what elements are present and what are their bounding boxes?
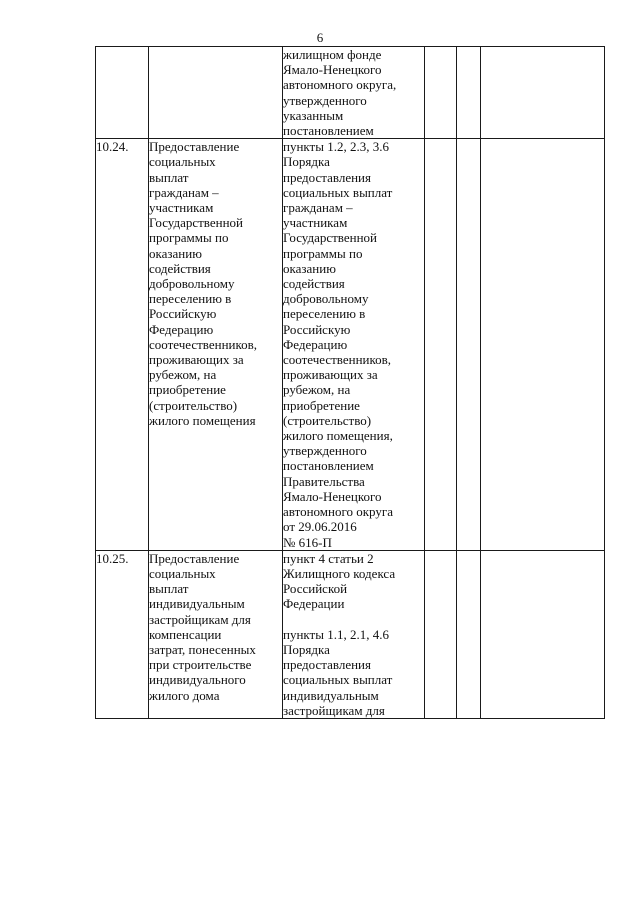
legal-basis-line: Государственной [283, 230, 378, 246]
empty-cell-a [425, 139, 457, 550]
empty-cell-c [481, 139, 605, 550]
legal-basis-line: Порядка [283, 641, 330, 657]
service-name-line: гражданам – [149, 184, 219, 200]
service-name-line: Предоставление [149, 550, 240, 566]
service-name-line: индивидуального [149, 672, 246, 688]
legal-basis-line: постановлением [283, 458, 374, 474]
legal-basis-line: пункты 1.1, 2.1, 4.6 [283, 626, 389, 642]
legal-basis-line: жилого помещения, [283, 428, 393, 444]
legal-basis-line: автономного округа, [283, 77, 397, 93]
legal-basis-line: Российскую [283, 321, 351, 337]
service-name-line: жилого дома [149, 687, 220, 703]
service-name-line: жилого помещения [149, 412, 256, 428]
service-name-cell [149, 550, 283, 718]
legal-basis-line: жилищном фонде [283, 47, 382, 62]
legal-basis-line: утвержденного [283, 92, 367, 108]
legal-basis-line: переселению в [283, 306, 366, 322]
service-name-line: при строительстве [149, 657, 252, 673]
service-name-line: рубежом, на [149, 367, 217, 383]
service-name-line: переселению в [149, 291, 232, 307]
legal-basis-line [283, 612, 424, 627]
empty-cell-b [457, 550, 481, 718]
service-name-line: содействия [149, 260, 211, 276]
legal-basis-line: соотечественников, [283, 352, 392, 368]
legal-basis-line: (строительство) [283, 412, 372, 428]
service-name-line: выплат [149, 581, 189, 597]
item-number: 10.24. [96, 139, 129, 155]
legal-basis-line: гражданам – [283, 200, 353, 216]
legal-basis-line: Ямало-Ненецкого [283, 488, 382, 504]
legal-basis-line: застройщикам для [283, 702, 385, 718]
service-name-line: компенсации [149, 626, 222, 642]
service-name-line: застройщикам для [149, 611, 251, 627]
service-name-line: приобретение [149, 382, 226, 398]
service-name-line: Российскую [149, 306, 217, 322]
service-name-line: участникам [149, 200, 214, 216]
legal-basis-line: утвержденного [283, 443, 367, 459]
legal-basis-line: участникам [283, 215, 348, 231]
legal-basis-line: автономного округа [283, 504, 393, 520]
service-name-line: проживающих за [149, 352, 244, 368]
legal-basis-line: Ямало-Ненецкого [283, 62, 382, 78]
service-name-line: программы по [149, 230, 229, 246]
table-body [96, 47, 605, 719]
legal-basis-line: Федерации [283, 596, 345, 612]
legal-basis-line: Правительства [283, 473, 365, 489]
service-name-cell [149, 47, 283, 139]
legal-basis-line: рубежом, на [283, 382, 351, 398]
table-row [96, 47, 605, 139]
legal-basis-line: от 29.06.2016 [283, 519, 357, 535]
legal-basis-line: пункт 4 статьи 2 [283, 550, 374, 566]
service-name-line: (строительство) [149, 397, 238, 413]
empty-cell-a [425, 550, 457, 718]
item-number: 10.25. [96, 550, 129, 566]
legal-basis-line: социальных выплат [283, 672, 393, 688]
item-number-cell [96, 550, 149, 718]
legal-basis-line: пункты 1.2, 2.3, 3.6 [283, 139, 389, 155]
legal-basis-line: индивидуальным [283, 687, 379, 703]
legal-basis-line: Жилищного кодекса [283, 565, 396, 581]
service-name-line: Государственной [149, 215, 244, 231]
empty-cell-a [425, 47, 457, 139]
empty-cell-b [457, 47, 481, 139]
page-number: 6 [316, 30, 324, 45]
empty-cell-c [481, 550, 605, 718]
service-name-line: добровольному [149, 276, 235, 292]
service-name-cell [149, 139, 283, 550]
legal-basis-line: предоставления [283, 169, 371, 185]
legal-basis-line: добровольному [283, 291, 369, 307]
service-name-line: затрат, понесенных [149, 641, 256, 657]
legal-basis-line: предоставления [283, 657, 371, 673]
service-name-line: социальных [149, 154, 216, 170]
legal-basis-cell [283, 550, 425, 718]
item-number-cell [96, 47, 149, 139]
table-row [96, 550, 605, 718]
legal-basis-line: постановлением [283, 123, 374, 139]
legal-basis-line: Порядка [283, 154, 330, 170]
legal-basis-line: социальных выплат [283, 184, 393, 200]
legal-basis-line: указанным [283, 107, 344, 123]
legal-basis-line: проживающих за [283, 367, 378, 383]
legal-basis-line: приобретение [283, 397, 360, 413]
legal-basis-cell [283, 139, 425, 550]
service-name-line: Предоставление [149, 139, 240, 155]
service-name-line: выплат [149, 169, 189, 185]
service-name-line: оказанию [149, 245, 202, 261]
service-name-line: Федерацию [149, 321, 214, 337]
service-name-line: социальных [149, 565, 216, 581]
service-name-line: соотечественников, [149, 336, 258, 352]
regulation-table [95, 46, 605, 719]
legal-basis-line: оказанию [283, 260, 336, 276]
table-row [96, 139, 605, 550]
item-number-cell [96, 139, 149, 550]
legal-basis-line: содействия [283, 276, 345, 292]
legal-basis-line: № 616-П [283, 534, 332, 550]
legal-basis-line: Российской [283, 581, 348, 597]
empty-cell-c [481, 47, 605, 139]
legal-basis-line: программы по [283, 245, 363, 261]
service-name-line: индивидуальным [149, 596, 245, 612]
legal-basis-cell [283, 47, 425, 139]
empty-cell-b [457, 139, 481, 550]
legal-basis-line: Федерацию [283, 336, 348, 352]
